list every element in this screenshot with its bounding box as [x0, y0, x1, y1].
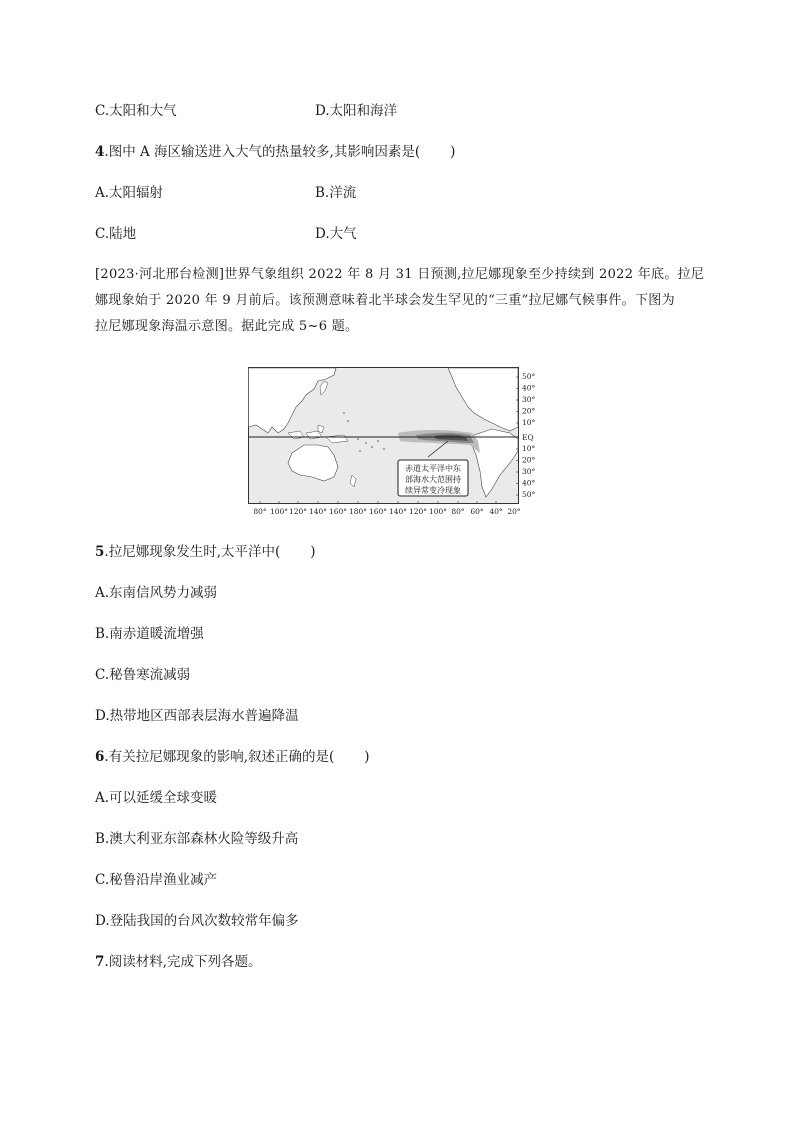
q7-stem-text: .阅读材料,完成下列各题。 — [104, 954, 262, 970]
q6-option-d: D.登陆我国的台风次数较常年偏多 — [95, 913, 299, 929]
q6-stem — [95, 748, 370, 766]
lat-label: 10° — [522, 418, 536, 427]
q3-option-c: C.太阳和大气 — [95, 103, 177, 119]
q5-stem-text: .拉尼娜现象发生时,太平洋中( — [104, 544, 281, 560]
callout-line-2: 部海水大范围持 — [405, 475, 461, 484]
q6-close-paren: ) — [364, 749, 370, 765]
lon-label: 80° — [451, 507, 465, 516]
q5-number: 5 — [95, 544, 105, 560]
lon-label: 160° — [328, 507, 348, 516]
q4-option-c: C.陆地 — [95, 226, 137, 242]
lon-label: 40° — [489, 507, 503, 516]
q4-option-d: D.大气 — [315, 226, 357, 242]
q4-close-paren: ) — [450, 144, 456, 160]
lon-label: 140° — [308, 507, 328, 516]
latitude-labels — [522, 372, 536, 499]
q5-close-paren: ) — [310, 544, 316, 560]
q7-stem — [95, 953, 262, 971]
lon-label: 140° — [388, 507, 408, 516]
q4-stem-text: .图中 A 海区输送进入大气的热量较多,其影响因素是( — [104, 144, 421, 160]
q7-number: 7 — [95, 954, 105, 970]
q5-option-c: C.秘鲁寒流减弱 — [95, 667, 191, 683]
q3-option-d: D.太阳和海洋 — [315, 103, 398, 119]
q4-stem — [95, 143, 455, 161]
callout-line-3: 续异常变冷现象 — [405, 486, 461, 495]
q6-number: 6 — [95, 749, 105, 765]
q4-options-row-2 — [95, 225, 357, 243]
lat-label: EQ — [522, 433, 534, 442]
q5-stem — [95, 543, 316, 561]
q5-option-a: A.东南信风势力减弱 — [95, 585, 218, 601]
lon-label: 80° — [253, 507, 267, 516]
material-paragraph — [95, 262, 705, 340]
q6-option-b: B.澳大利亚东部森林火险等级升高 — [95, 831, 299, 847]
lat-label: 30° — [522, 395, 536, 404]
q6-stem-text: .有关拉尼娜现象的影响,叙述正确的是( — [104, 749, 335, 765]
q4-number: 4 — [95, 144, 105, 160]
longitude-labels — [253, 507, 521, 516]
lat-label: 10° — [522, 444, 536, 453]
q5-option-d: D.热带地区西部表层海水普遍降温 — [95, 708, 299, 724]
material-line-2: 娜现象始于 2020 年 9 月前后。该预测意味着北半球会发生罕见的“三重”拉尼娜气候事件。下图为 — [95, 293, 675, 308]
q3-options-row — [95, 102, 398, 120]
lon-label: 100° — [428, 507, 448, 516]
q4-option-b: B.洋流 — [315, 185, 357, 201]
lon-label: 60° — [470, 507, 484, 516]
material-line-3: 拉尼娜现象海温示意图。据此完成 5~6 题。 — [95, 319, 359, 334]
lon-label: 100° — [269, 507, 289, 516]
lon-label: 20° — [507, 507, 521, 516]
lat-label: 40° — [522, 383, 536, 393]
material-line-1: [2023·河北邢台检测]世界气象组织 2022 年 8 月 31 日预测,拉尼娜现象至少持续到 2022 年底。拉尼 — [95, 267, 705, 282]
callout-line-1: 赤道太平洋中东 — [405, 464, 461, 473]
lat-label: 20° — [522, 455, 536, 465]
lon-label: 120° — [408, 507, 428, 516]
lon-label: 160° — [368, 507, 388, 516]
q6-option-c: C.秘鲁沿岸渔业减产 — [95, 872, 218, 888]
lon-label: 180° — [348, 507, 368, 516]
lat-label: 50° — [522, 372, 536, 381]
q4-option-a: A.太阳辐射 — [95, 185, 164, 201]
lat-label: 50° — [522, 490, 536, 499]
q4-options-row-1 — [95, 184, 357, 202]
lat-label: 20° — [522, 406, 536, 416]
q6-option-a: A.可以延缓全球变暖 — [95, 790, 218, 806]
lon-label: 120° — [288, 507, 308, 516]
lat-label: 30° — [522, 467, 536, 476]
lat-label: 40° — [522, 478, 536, 488]
la-nina-sst-map — [248, 367, 550, 519]
q5-option-b: B.南赤道暖流增强 — [95, 626, 204, 642]
